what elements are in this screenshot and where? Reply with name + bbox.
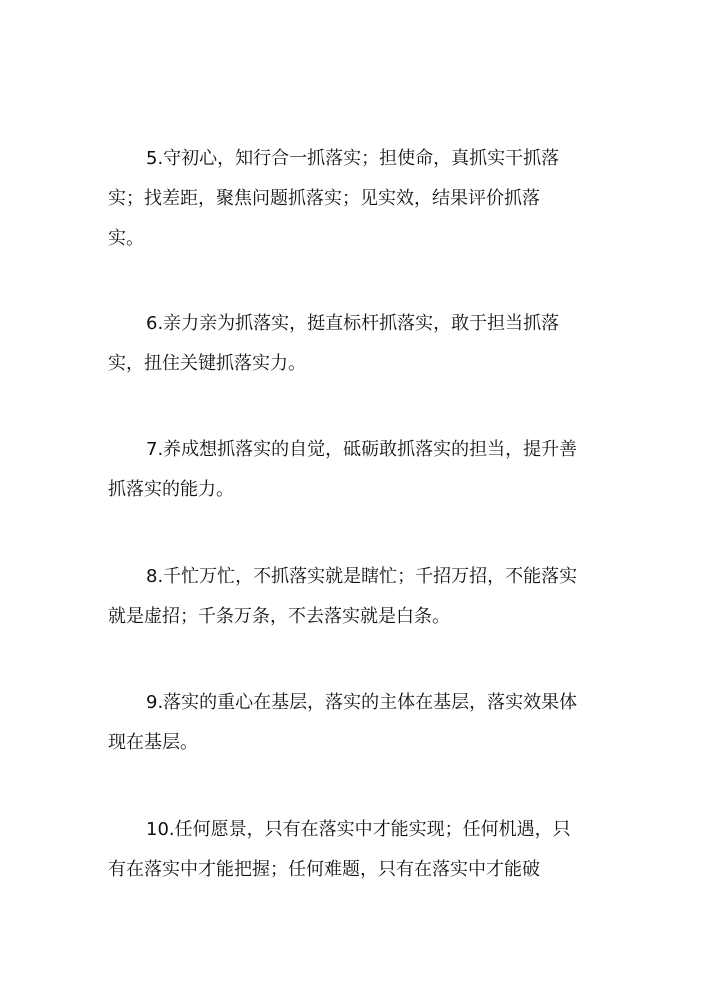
paragraph-7 (108, 430, 608, 510)
paragraph-line: 就是虚招；千条万条，不去落实就是白条。 (108, 606, 450, 627)
paragraph-9 (108, 683, 608, 763)
paragraph-line: 有在落实中才能把握；任何难题，只有在落实中才能破 (108, 859, 540, 880)
paragraph-line: 6.亲力亲为抓落实，挺直标杆抓落实，敢于担当抓落 (146, 313, 560, 334)
paragraph-line: 抓落实的能力。 (108, 479, 234, 500)
paragraph-line: 10.任何愿景，只有在落实中才能实现；任何机遇，只 (146, 819, 571, 840)
paragraph-5 (108, 139, 608, 259)
paragraph-line: 8.千忙万忙，不抓落实就是瞎忙；千招万招，不能落实 (146, 566, 578, 587)
paragraph-line: 7.养成想抓落实的自觉，砥砺敢抓落实的担当，提升善 (146, 439, 578, 460)
paragraph-line: 9.落实的重心在基层，落实的主体在基层，落实效果体 (146, 692, 578, 713)
paragraph-8 (108, 557, 608, 637)
paragraph-line: 实，扭住关键抓落实力。 (108, 353, 306, 374)
paragraph-line: 现在基层。 (108, 732, 198, 753)
paragraph-6 (108, 304, 608, 384)
paragraph-10 (108, 810, 608, 890)
paragraph-line: 5.守初心，知行合一抓落实；担使命，真抓实干抓落 (146, 148, 560, 169)
paragraph-line: 实；找差距，聚焦问题抓落实；见实效，结果评价抓落 (108, 188, 540, 209)
paragraph-line: 实。 (108, 228, 144, 249)
